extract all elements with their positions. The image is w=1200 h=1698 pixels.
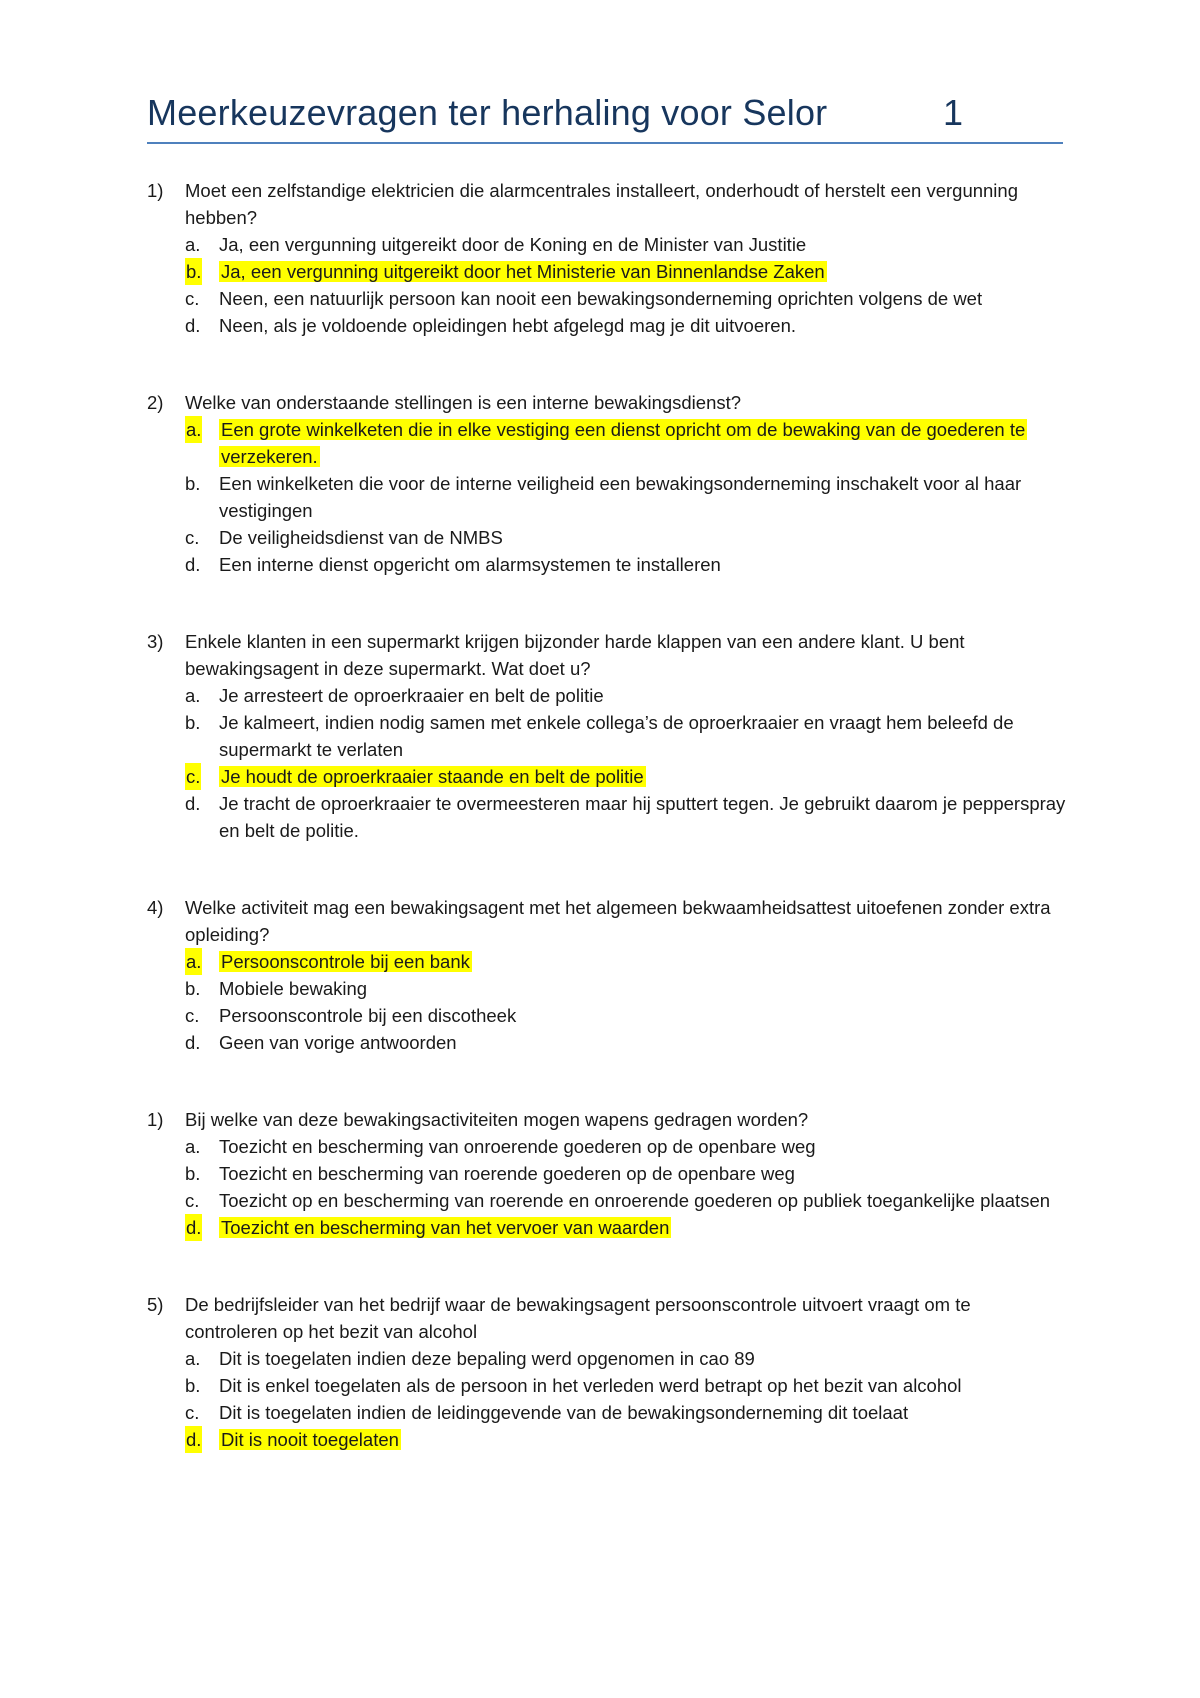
option-text: Toezicht op en bescherming van roerende en onroerende goederen op publiek toegankelijke plaatsen xyxy=(219,1190,1051,1211)
option-letter: a. xyxy=(185,416,202,443)
question-text xyxy=(147,628,1067,682)
answer-option xyxy=(147,470,1067,524)
answer-option xyxy=(147,1029,1067,1056)
option-text: Neen, een natuurlijk persoon kan nooit een bewakingsonderneming oprichten volgens de wet xyxy=(219,288,983,309)
option-letter: c. xyxy=(185,763,201,790)
option-letter: c. xyxy=(185,527,200,548)
option-letter: c. xyxy=(185,1402,200,1423)
option-letter: b. xyxy=(185,258,202,285)
option-text: Je kalmeert, indien nodig samen met enkele collega’s de oproerkraaier en vraagt hem beleefd de supermarkt te verlaten xyxy=(219,712,1014,760)
question-number: 3) xyxy=(147,631,164,652)
option-text: Toezicht en bescherming van het vervoer van waarden xyxy=(221,1217,670,1238)
option-text: Je tracht de oproerkraaier te overmeesteren maar hij sputtert tegen. Je gebruikt daarom je pepperspray en belt de politie. xyxy=(219,793,1066,841)
option-text: Een winkelketen die voor de interne veiligheid een bewakingsonderneming inschakelt voor al haar vestigingen xyxy=(219,473,1022,521)
answer-option xyxy=(147,975,1067,1002)
option-text: Persoonscontrole bij een discotheek xyxy=(219,1005,517,1026)
option-text: De veiligheidsdienst van de NMBS xyxy=(219,527,503,548)
question-text xyxy=(147,1106,1067,1133)
answer-option xyxy=(147,1160,1067,1187)
option-text: Een interne dienst opgericht om alarmsystemen te installeren xyxy=(219,554,721,575)
option-text: Dit is toegelaten indien deze bepaling werd opgenomen in cao 89 xyxy=(219,1348,755,1369)
answer-option xyxy=(147,1187,1067,1214)
question-body: Moet een zelfstandige elektricien die alarmcentrales installeert, onderhoudt of herstelt een vergunning hebben? xyxy=(185,180,1018,228)
answer-option xyxy=(147,524,1067,551)
question-number: 1) xyxy=(147,1109,164,1130)
answer-options xyxy=(147,231,1067,339)
option-text: Dit is enkel toegelaten als de persoon in het verleden werd betrapt op het bezit van alcohol xyxy=(219,1375,962,1396)
answer-option xyxy=(147,1345,1067,1372)
option-letter: b. xyxy=(185,712,201,733)
option-letter: d. xyxy=(185,1426,202,1453)
option-letter: a. xyxy=(185,685,201,706)
answer-option-highlighted xyxy=(147,1214,1067,1241)
answer-option xyxy=(147,1372,1067,1399)
option-letter: d. xyxy=(185,554,201,575)
question-body: De bedrijfsleider van het bedrijf waar de bewakingsagent persoonscontrole uitvoert vraagt om te controleren op het bezit van alcohol xyxy=(185,1294,971,1342)
option-letter: d. xyxy=(185,1032,201,1053)
option-text: Dit is nooit toegelaten xyxy=(221,1429,399,1450)
answer-option xyxy=(147,1002,1067,1029)
option-letter: d. xyxy=(185,1214,202,1241)
question-text xyxy=(147,177,1067,231)
option-letter: a. xyxy=(185,1136,201,1157)
option-text: Je arresteert de oproerkraaier en belt de politie xyxy=(219,685,604,706)
answer-options xyxy=(147,1345,1067,1453)
option-text: Je houdt de oproerkraaier staande en belt de politie xyxy=(221,766,644,787)
answer-option xyxy=(147,790,1067,844)
question-body: Welke activiteit mag een bewakingsagent met het algemeen bekwaamheidsattest uitoefenen zonder extra opleiding? xyxy=(185,897,1051,945)
answer-option-highlighted xyxy=(147,763,1067,790)
question-number: 1) xyxy=(147,180,164,201)
answer-option-highlighted xyxy=(147,258,1067,285)
option-letter: c. xyxy=(185,288,200,309)
option-letter: d. xyxy=(185,793,201,814)
option-letter: c. xyxy=(185,1005,200,1026)
page-number: 1 xyxy=(942,92,963,133)
question-item xyxy=(147,628,1067,844)
option-letter: b. xyxy=(185,1375,201,1396)
answer-option-highlighted xyxy=(147,1426,1067,1453)
page-header xyxy=(147,92,1063,144)
option-letter: b. xyxy=(185,473,201,494)
option-letter: a. xyxy=(185,948,202,975)
question-item xyxy=(147,1291,1067,1453)
answer-options xyxy=(147,682,1067,844)
option-letter: c. xyxy=(185,1190,200,1211)
question-item xyxy=(147,894,1067,1056)
question-text xyxy=(147,894,1067,948)
option-letter: a. xyxy=(185,234,201,255)
answer-options xyxy=(147,948,1067,1056)
question-text xyxy=(147,1291,1067,1345)
answer-options xyxy=(147,416,1067,578)
answer-option xyxy=(147,1133,1067,1160)
answer-option xyxy=(147,682,1067,709)
option-text: Ja, een vergunning uitgereikt door het Ministerie van Binnenlandse Zaken xyxy=(221,261,825,282)
question-item xyxy=(147,389,1067,578)
option-text: Mobiele bewaking xyxy=(219,978,368,999)
option-text: Een grote winkelketen die in elke vestiging een dienst opricht om de bewaking van de goederen te verzekeren. xyxy=(221,419,1026,467)
answer-option xyxy=(147,312,1067,339)
answer-option xyxy=(147,551,1067,578)
answer-options xyxy=(147,1133,1067,1241)
option-letter: b. xyxy=(185,978,201,999)
page-title: Meerkeuzevragen ter herhaling voor Selor xyxy=(147,92,828,133)
option-text: Ja, een vergunning uitgereikt door de Koning en de Minister van Justitie xyxy=(219,234,807,255)
answer-option-highlighted xyxy=(147,416,1067,470)
question-number: 5) xyxy=(147,1294,164,1315)
answer-option xyxy=(147,231,1067,258)
option-letter: d. xyxy=(185,315,201,336)
question-number: 2) xyxy=(147,392,164,413)
option-text: Dit is toegelaten indien de leidinggevende van de bewakingsonderneming dit toelaat xyxy=(219,1402,909,1423)
option-text: Toezicht en bescherming van roerende goederen op de openbare weg xyxy=(219,1163,795,1184)
question-text xyxy=(147,389,1067,416)
option-text: Neen, als je voldoende opleidingen hebt afgelegd mag je dit uitvoeren. xyxy=(219,315,796,336)
option-text: Geen van vorige antwoorden xyxy=(219,1032,457,1053)
question-number: 4) xyxy=(147,897,164,918)
answer-option xyxy=(147,285,1067,312)
question-body: Bij welke van deze bewakingsactiviteiten mogen wapens gedragen worden? xyxy=(185,1109,809,1130)
answer-option xyxy=(147,709,1067,763)
question-body: Enkele klanten in een supermarkt krijgen bijzonder harde klappen van een andere klant. U bent bewakingsagent in deze supermarkt. Wat doet u? xyxy=(185,631,965,679)
option-letter: a. xyxy=(185,1348,201,1369)
answer-option-highlighted xyxy=(147,948,1067,975)
answer-option xyxy=(147,1399,1067,1426)
question-list xyxy=(147,177,1067,1503)
question-item xyxy=(147,1106,1067,1241)
question-body: Welke van onderstaande stellingen is een interne bewakingsdienst? xyxy=(185,392,742,413)
option-text: Persoonscontrole bij een bank xyxy=(221,951,470,972)
option-letter: b. xyxy=(185,1163,201,1184)
option-text: Toezicht en bescherming van onroerende goederen op de openbare weg xyxy=(219,1136,816,1157)
question-item xyxy=(147,177,1067,339)
